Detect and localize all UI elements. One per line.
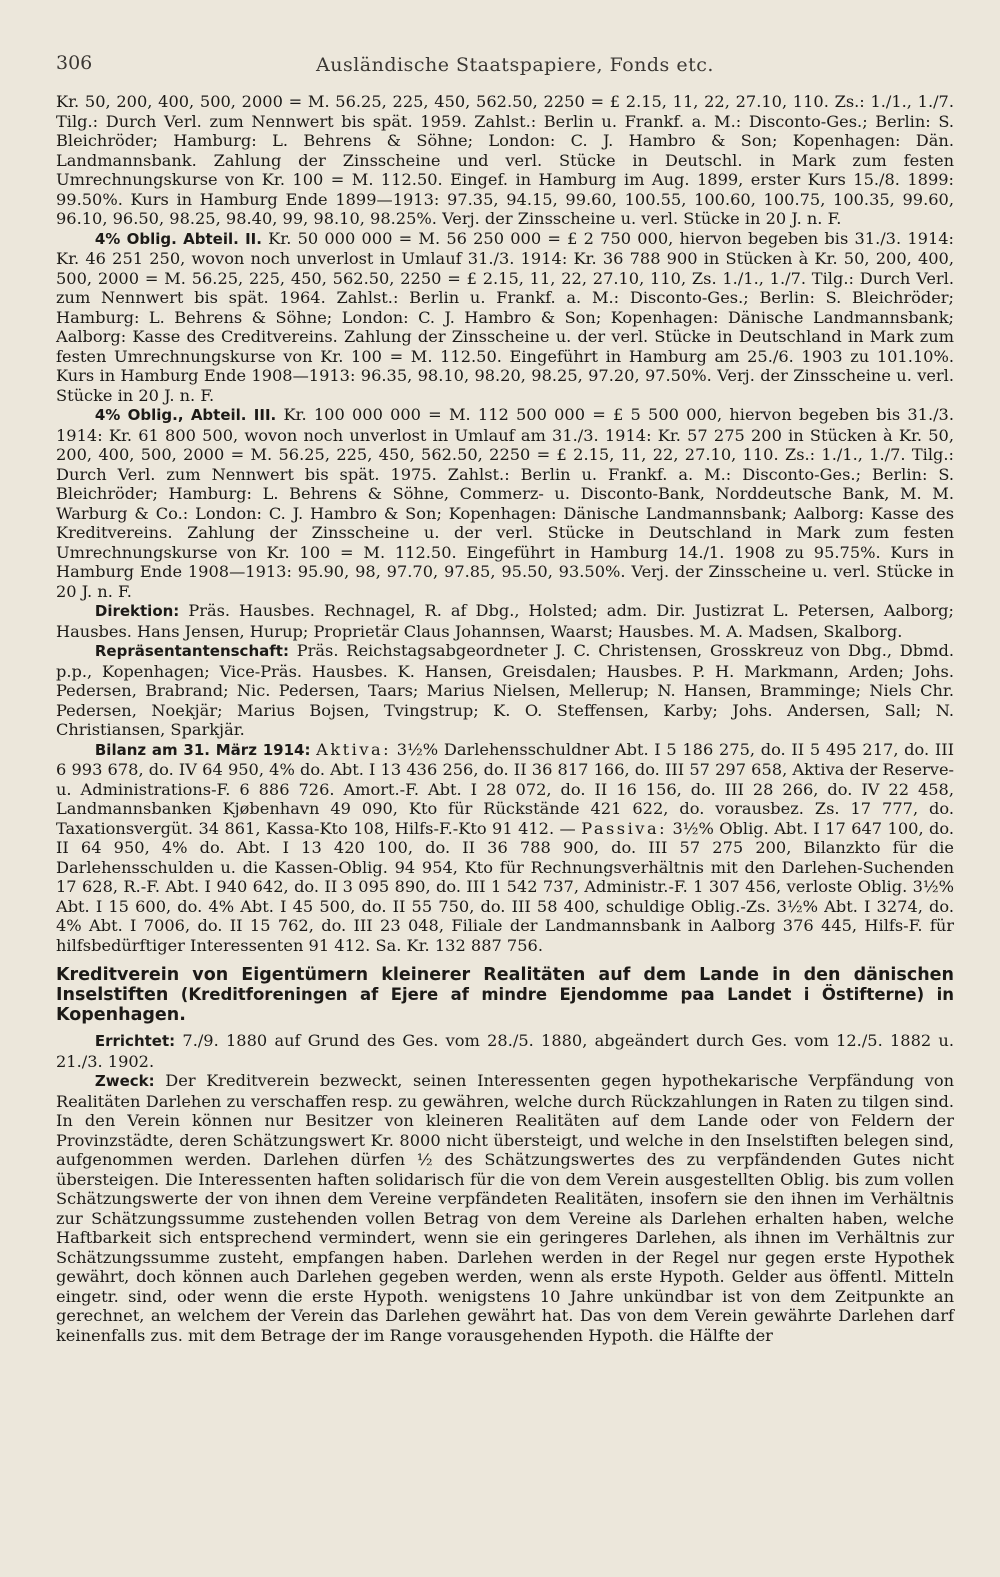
section-title: Kreditverein von Eigentümern kleinerer Realitäten auf dem Lande in den dänischen Inselstiften (Kreditforeningen af Ejere af mindre Ejendomme paa Landet i Östifterne) in Kopenhagen.	[56, 965, 954, 1025]
paragraph-errichtet: Errichtet: 7./9. 1880 auf Grund des Ges. vom 28./5. 1880, abgeändert durch Ges. vom 12./5. 1882 u. 21./3. 1902.	[56, 1031, 954, 1071]
paragraph-label: Zweck:	[94, 1072, 155, 1090]
paragraph-label: 4% Oblig., Abteil. III.	[94, 406, 277, 424]
paragraph-direktion: Direktion: Präs. Hausbes. Rechnagel, R. af Dbg., Holsted; adm. Dir. Justizrat L. Petersen, Aalborg; Hausbes. Hans Jensen, Hurup; Proprietär Claus Johannsen, Waarst; Hausbes. M. A. Madsen, Skalborg.	[56, 601, 954, 641]
paragraph-label: Repräsentantenschaft:	[94, 642, 289, 660]
page-header	[56, 52, 956, 82]
aktiva-label: Aktiva:	[316, 739, 392, 759]
paragraph-zweck: Zweck: Der Kreditverein bezweckt, seinen Interessenten gegen hypothekarische Verpfändung von Realitäten Darlehen zu verschaffen resp. zu gewähren, welche durch Rückzahlungen in Raten zu tilgen sind. In den Verein können nur Besitzer von kleineren Realitäten auf dem Lande oder von Feldern der Provinzstädte, deren Schätzungswert Kr. 8000 nicht übersteigt, und welche in den Inselstiften belegen sind, aufgenommen werden. Darlehen dürfen ½ des Schätzungswertes des zu verpfändenden Gutes nicht übersteigen. Die Interessenten haften solidarisch für die von dem Verein ausgestellten Oblig. bis zum vollen Schätzungswerte der von ihnen dem Vereine verpfändeten Realitäten, insofern sie den ihnen im Verhältnis zur Schätzungssumme zustehenden vollen Betrag von dem Vereine als Darlehen erhalten haben, welche Haftbarkeit sich entsprechend vermindert, wenn sie ein geringeres Darlehen, als ihnen im Verhältnis zur Schätzungssumme zusteht, empfangen haben. Darlehen werden in der Regel nur gegen erste Hypothek gewährt, doch können auch Darlehen gegeben werden, wenn als erste Hypoth. Gelder aus öffentl. Mitteln eingetr. sind, oder wenn die erste Hypoth. wenigstens 10 Jahre unkündbar ist von dem Zeitpunkte an gerechnet, an welchem der Verein das Darlehen gewährt hat. Das von dem Verein gewährte Darlehen darf keinenfalls zus. mit dem Betrage der im Range vorausgehenden Hypoth. die Hälfte der	[56, 1071, 954, 1345]
paragraph-label: Bilanz am 31. März 1914:	[94, 740, 311, 759]
page-number: 306	[56, 52, 93, 74]
passiva-label: Passiva:	[581, 818, 668, 838]
paragraph-kurs-abt1: Kr. 50, 200, 400, 500, 2000 = M. 56.25, 225, 450, 562.50, 2250 = £ 2.15, 11, 22, 27.10, 110. Zs.: 1./1., 1./7. Tilg.: Durch Verl. zum Nennwert bis spät. 1959. Zahlst.: Berlin u. Frankf. a. M.: Disconto-Ges.; Berlin: S. Bleichröder; Hamburg: L. Behrens & Söhne; London: C. J. Hambro & Son; Kopenhagen: Dän. Landmannsbank. Zahlung der Zinsscheine und verl. Stücke in Deutschl. in Mark zum festen Umrechnungskurse von Kr. 100 = M. 112.50. Eingef. in Hamburg im Aug. 1899, erster Kurs 15./8. 1899: 99.50%. Kurs in Hamburg Ende 1899—1913: 97.35, 94.15, 99.60, 100.55, 100.60, 100.75, 100.35, 99.60, 96.10, 96.50, 98.25, 98.40, 99, 98.10, 98.25%. Verj. der Zinsscheine u. verl. Stücke in 20 J. n. F.	[56, 92, 954, 228]
paragraph-oblig-abt2: 4% Oblig. Abteil. II. Kr. 50 000 000 = M. 56 250 000 = £ 2 750 000, hiervon begeben bis 31./3. 1914: Kr. 46 251 250, wovon noch unverlost in Umlauf 31./3. 1914: Kr. 36 788 900 in Stücken à Kr. 50, 200, 400, 500, 2000 = M. 56.25, 225, 450, 562.50, 2250 = £ 2.15, 11, 22, 27.10, 110, Zs. 1./1., 1./7. Tilg.: Durch Verl. zum Nennwert bis spät. 1964. Zahlst.: Berlin u. Frankf. a. M.: Disconto-Ges.; Berlin: S. Bleichröder; Hamburg: L. Behrens & Söhne; London: C. J. Hambro & Son; Kopenhagen: Dänische Landmannsbank; Aalborg: Kasse des Creditvereins. Zahlung der Zinsscheine u. der verl. Stücke in Deutschland in Mark zum festen Umrechnungskurse von Kr. 100 = M. 112.50. Eingeführt in Hamburg am 25./6. 1903 zu 101.10%. Kurs in Hamburg Ende 1908—1913: 96.35, 98.10, 98.20, 98.25, 97.20, 97.50%. Verj. der Zinsscheine u. verl. Stücke in 20 J. n. F.	[56, 228, 954, 405]
paragraph-label: 4% Oblig. Abteil. II.	[94, 229, 262, 248]
paragraph-label: Errichtet:	[94, 1032, 176, 1050]
paragraph-label: Direktion:	[94, 602, 180, 620]
page-body	[56, 92, 954, 1345]
paragraph-oblig-abt3: 4% Oblig., Abteil. III. Kr. 100 000 000 = M. 112 500 000 = £ 5 500 000, hiervon begeben bis 31./3. 1914: Kr. 61 800 500, wovon noch unverlost in Umlauf am 31./3. 1914: Kr. 57 275 200 in Stücken à Kr. 50, 200, 400, 500, 2000 = M. 56.25, 225, 450, 562.50, 2250 = £ 2.15, 11, 22, 27.10, 110. Zs.: 1./1., 1./7. Tilg.: Durch Verl. zum Nennwert bis spät. 1975. Zahlst.: Berlin u. Frankf. a. M.: Disconto-Ges.; Berlin: S. Bleichröder; Hamburg: L. Behrens & Söhne, Commerz- u. Disconto-Bank, Norddeutsche Bank, M. M. Warburg & Co.: London: C. J. Hambro & Son; Kopenhagen: Dänische Landmannsbank; Aalborg: Kasse des Kreditvereins. Zahlung der Zinsscheine u. der verl. Stücke in Deutschland in Mark zum festen Umrechnungskurse von Kr. 100 = M. 112.50. Eingeführt in Hamburg 14./1. 1908 zu 95.75%. Kurs in Hamburg Ende 1908—1913: 95.90, 98, 97.70, 97.85, 95.50, 93.50%. Verj. der Zinsscheine u. verl. Stücke in 20 J. n. F.	[56, 405, 954, 601]
paragraph-repraesentantenschaft: Repräsentantenschaft: Präs. Reichstagsabgeordneter J. C. Christensen, Grosskreuz von Dbg., Dbmd. p.p., Kopenhagen; Vice-Präs. Hausbes. K. Hansen, Greisdalen; Hausbes. P. H. Markmann, Arden; Johs. Pedersen, Brabrand; Nic. Pedersen, Taars; Marius Nielsen, Mellerup; N. Hansen, Bramminge; Niels Chr. Pedersen, Noekjär; Marius Bojsen, Tvingstrup; K. O. Steffensen, Karby; Johs. Andersen, Sall; N. Christiansen, Sparkjär.	[56, 641, 954, 739]
paragraph-bilanz: Bilanz am 31. März 1914: Aktiva: 3½% Darlehensschuldner Abt. I 5 186 275, do. II 5 495 217, do. III 6 993 678, do. IV 64 950, 4% do. Abt. I 13 436 256, do. II 36 817 166, do. III 57 297 658, Aktiva der Reserve- u. Administrations-F. 6 886 726. Amort.-F. Abt. I 28 072, do. II 16 156, do. III 28 266, do. IV 22 458, Landmannsbanken Kjøbenhavn 49 090, Kto für Rückstände 421 622, do. vorausbez. Zs. 17 777, do. Taxationsvergüt. 34 861, Kassa-Kto 108, Hilfs-F.-Kto 91 412. — Passiva: 3½% Oblig. Abt. I 17 647 100, do. II 64 950, 4% do. Abt. I 13 420 100, do. II 36 788 900, do. III 57 275 200, Bilanzkto für die Darlehensschulden u. die Kassen-Oblig. 94 954, Kto für Rechnungsverhältnis mit den Darlehen-Suchenden 17 628, R.-F. Abt. I 940 642, do. II 3 095 890, do. III 1 542 737, Administr.-F. 1 307 456, verloste Oblig. 3½% Abt. I 15 600, do. 4% Abt. I 45 500, do. II 55 750, do. III 58 400, schuldige Oblig.-Zs. 3½% Abt. I 3274, do. 4% Abt. I 7006, do. II 15 762, do. III 23 048, Filiale der Landmannsbank in Aalborg 376 445, Hilfs-F. für hilfsbedürftiger Interessenten 91 412. Sa. Kr. 132 887 756.	[56, 739, 954, 955]
running-title: Ausländische Staatspapiere, Fonds etc.	[316, 54, 714, 76]
